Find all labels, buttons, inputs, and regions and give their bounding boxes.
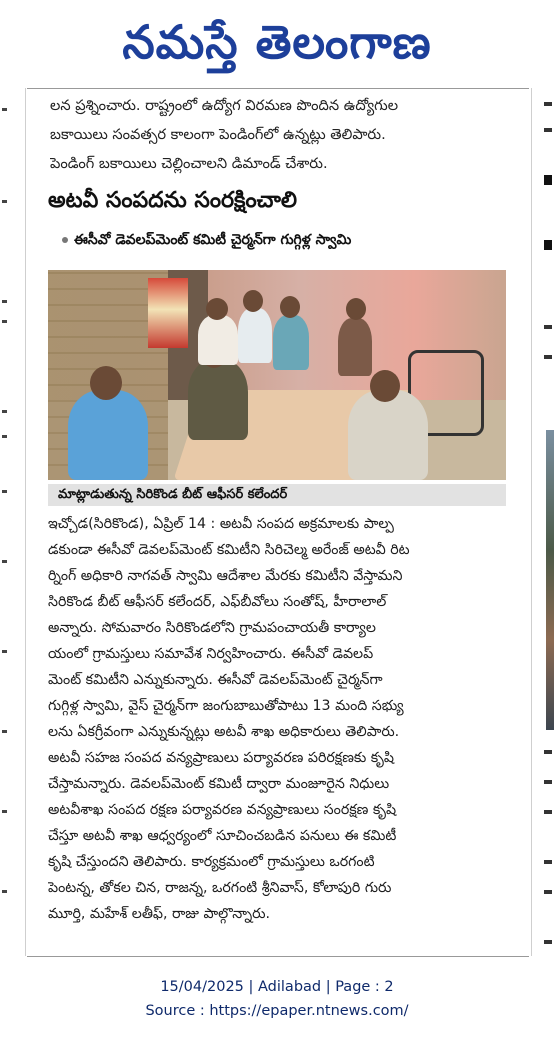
wall-poster [148, 278, 188, 348]
text-line: అటవీ సహజ సంపద వన్యప్రాణులు పర్యావరణ పరిరక్షణకు కృషి [48, 750, 394, 766]
photo-caption-text: మాట్లాడుతున్న సిరికొండ బీట్ ఆఫీసర్ కలేందర్ [58, 487, 288, 502]
text-line: లన ప్రశ్నించారు. రాష్ట్రంలో ఉద్యోగ విరమణ పొందిన ఉద్యోగుల [50, 97, 399, 114]
newspaper-masthead [0, 0, 554, 84]
article-headline: అటవీ సంపదను సంరక్షించాలి [48, 188, 298, 213]
article-photo [48, 270, 506, 480]
text-line: చేస్తామన్నారు. డెవలప్‌మెంట్ కమిటీ ద్వారా మంజూరైన నిధులు [48, 776, 390, 792]
article-body [48, 511, 510, 927]
right-column-edge [540, 90, 554, 970]
left-column-rule [25, 88, 26, 956]
text-line: లను ఏకగ్రీవంగా ఎన్నుకున్నట్లు అటవీ శాఖ అధికారులు తెలిపారు. [48, 724, 400, 740]
text-line: మూర్తి, మహేశ్ లతీఫ్, రాజు పాల్గొన్నారు. [48, 906, 270, 922]
source-link[interactable]: Source : https://epaper.ntnews.com/ [145, 1003, 409, 1019]
text-line: అన్నారు. సోమవారం సిరికొండలోని గ్రామపంచాయతీ కార్యాల [48, 620, 376, 636]
text-line: డకుండా ఈసీవో డెవలప్‌మెంట్ కమిటీని సిరిచెల్మ అరేంజ్ అటవీ రిట [48, 542, 410, 558]
masthead-title: నమస్తే తెలంగాణ [122, 15, 432, 69]
subhead-text: ఈసీవో డెవలప్‌మెంట్ కమిటీ చైర్మన్‌గా గుగ్గిళ్ల స్వామి [74, 232, 352, 248]
edition-info: 15/04/2025 | Adilabad | Page : 2 [160, 979, 394, 995]
text-line: బకాయిలు సంవత్సర కాలంగా పెండింగ్‌లో ఉన్నట్లు తెలిపారు. [50, 126, 386, 143]
previous-article-tail [50, 91, 520, 178]
neighbor-photo-strip [546, 430, 554, 730]
bottom-rule [27, 956, 529, 957]
text-line: అటవీశాఖ సంపద రక్షణ పర్యావరణ వన్యప్రాణులు సంరక్షణ కృషి [48, 802, 397, 818]
text-line: పెండింగ్ బకాయిలు చెల్లించాలని డిమాండ్ చేశారు. [50, 155, 328, 172]
photo-caption [48, 484, 506, 506]
page-footer [0, 975, 554, 1023]
bullet-icon [62, 237, 68, 243]
text-line: చేస్తూ అటవీ శాఖ ఆధ్వర్యంలో సూచించబడిన పనులు ఈ కమిటీ [48, 828, 397, 844]
top-rule [27, 88, 529, 89]
text-line: సిరికొండ బీట్ ఆఫీసర్ కలేందర్, ఎఫ్‌బీవోలు సంతోష్, హీరాలాల్ [48, 594, 387, 610]
text-line: యంలో గ్రామస్తులు సమావేశ నిర్వహించారు. ఈసీవో డెవలప్ [48, 646, 374, 662]
left-column-edge [0, 90, 10, 970]
article-subhead [62, 232, 351, 251]
text-line: మెంట్ కమిటీని ఎన్నుకున్నారు. ఈసీవో డెవలప్‌మెంట్ చైర్మన్‌గా [48, 672, 383, 688]
text-line: కృషి చేస్తుందని తెలిపారు. కార్యక్రమంలో గ్రామస్తులు ఒరగంటి [48, 854, 375, 870]
text-line: పెంటన్న, తోకల చిన, రాజన్న, ఒరగంటి శ్రీనివాస్, కోలాపురి గురు [48, 880, 392, 896]
text-line: ర్నింగ్ అధికారి నాగవత్ స్వామి ఆదేశాల మేరకు కమిటీని వేస్తామని [48, 568, 403, 584]
text-line: ఇచ్చోడ(సిరికొండ), ఏప్రిల్ 14 : అటవీ సంపద అక్రమాలకు పాల్ప [48, 516, 394, 532]
text-line: గుగ్గిళ్ల స్వామి, వైస్ చైర్మన్‌గా జంగుబాబుతోపాటు 13 మంది సభ్యు [48, 698, 404, 714]
right-column-rule [531, 88, 532, 956]
